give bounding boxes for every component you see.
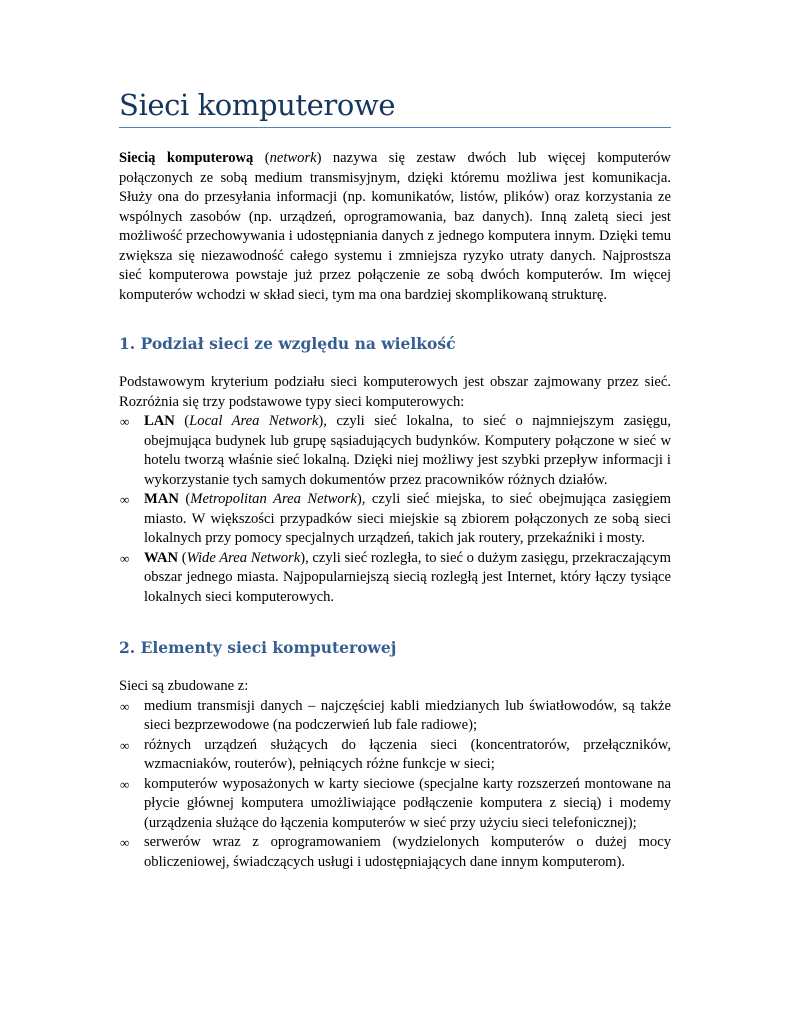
list-item [119, 833, 671, 872]
desc-man: ), czyli sieć miejska, to sieć obejmująca zasięgiem miasto. W większości przypadków sieci miejskie są zbiorem połączonych ze sobą sieci lokalnych przy pomocy specjalnych urządzeń, takich jak routery, przekaźniki i mosty. [144, 491, 671, 546]
title-underline [119, 127, 671, 128]
abbr-lan: LAN [144, 413, 175, 429]
paren-open: ( [253, 150, 270, 166]
intro-text: ) nazywa się zestaw dwóch lub więcej komputerów połączonych ze sobą medium transmisyjnym, dzięki któremu możliwa jest komunikacja. Służy ona do przesyłania informacji (np. komunikatów, listów, plików) oraz korzystania ze wspólnych zasobów (np. urządzeń, oprogramowania, baz danych). Inną zaletą sieci jest możliwość przechowywania i udostępniania danych z jednego komputera innym. Dzięki temu zwiększa się niezawodność całego systemu i zmniejsza ryzyko utraty danych. Najprostsza sieć komputerowa powstaje już przez połączenie ze sobą dwóch komputerów. Im więcej komputerów wchodzi w skład sieci, tym ma ona bardziej skomplikowaną strukturę. [119, 150, 671, 303]
full-name-wan: Wide Area Network [186, 549, 301, 566]
abbr-wan: WAN [144, 549, 179, 566]
bullet-icon: ∞ [120, 414, 130, 429]
section-2-lead: Sieci są zbudowane z: [119, 678, 249, 694]
desc-lan: ), czyli sieć lokalna, to sieć o najmniejszym zasięgu, obejmująca budynek lub grupę sąsiadujących budynków. Komputery połączone w sieć w hotelu tworzą właśnie sieć lokalną. Dzięki niej możliwy jest szybki przepływ informacji i wykorzystanie tych samych dokumentów przez pracowników różnych działów. [144, 413, 671, 488]
intro-term-english: network [269, 150, 317, 166]
bullet-icon: ∞ [120, 737, 130, 753]
network-types-list [119, 412, 671, 607]
full-name-man: Metropolitan Area Network [190, 491, 357, 507]
bullet-icon: ∞ [120, 698, 130, 714]
paren-open: ( [178, 491, 191, 507]
paren-open: ( [178, 549, 187, 566]
network-elements-list [119, 697, 671, 873]
page-title: Sieci komputerowe [119, 88, 396, 122]
section-1-heading: 1. Podział sieci ze względu na wielkość [119, 334, 456, 353]
list-item-text: komputerów wyposażonych w karty sieciowe (specjalne karty rozszerzeń montowane na płycie głównej komputera umożliwiające podłączenie komputera z siecią) i modemy (urządzenia służące do łączenia komputerów w sieć przy użyciu sieci telefonicznej); [144, 775, 671, 831]
list-item-man [119, 490, 671, 549]
list-item [119, 775, 671, 834]
list-item-wan [119, 549, 671, 608]
list-item-lan [119, 412, 671, 490]
bullet-icon: ∞ [120, 492, 130, 507]
paren-open: ( [174, 413, 190, 429]
section-2-heading: 2. Elementy sieci komputerowej [119, 638, 397, 657]
list-item [119, 736, 671, 775]
abbr-man: MAN [144, 491, 179, 507]
intro-paragraph [119, 149, 671, 305]
list-item-text: różnych urządzeń służących do łączenia sieci (koncentratorów, przełączników, wzmacniaków, routerów), pełniących różne funkcje w sieci; [144, 736, 671, 772]
list-item-text: medium transmisji danych – najczęściej kabli miedzianych lub światłowodów, są także sieci bezprzewodowe (na podczerwień lub fale radiowe); [144, 697, 671, 733]
desc-wan: ), czyli sieć rozległa, to sieć o dużym zasięgu, przekraczającym obszar jednego miasta. Najpopularniejszą siecią rozległą jest Internet, który łączy tysiące lokalnych sieci komputerowych. [144, 549, 671, 605]
document-body [119, 86, 671, 872]
section-1-lead: Podstawowym kryterium podziału sieci komputerowych jest obszar zajmowany przez sieć. Rozróżnia się trzy podstawowe typy sieci komputerowych: [119, 374, 671, 410]
bullet-icon: ∞ [120, 776, 130, 792]
bullet-icon: ∞ [120, 835, 130, 850]
bullet-icon: ∞ [120, 550, 130, 566]
full-name-lan: Local Area Network [189, 413, 319, 429]
list-item [119, 697, 671, 736]
list-item-text: serwerów wraz z oprogramowaniem (wydzielonych komputerów o dużej mocy obliczeniowej, świadczących usługi i udostępniających dane innym komputerom). [144, 834, 671, 870]
intro-term: Siecią komputerową [119, 150, 254, 166]
